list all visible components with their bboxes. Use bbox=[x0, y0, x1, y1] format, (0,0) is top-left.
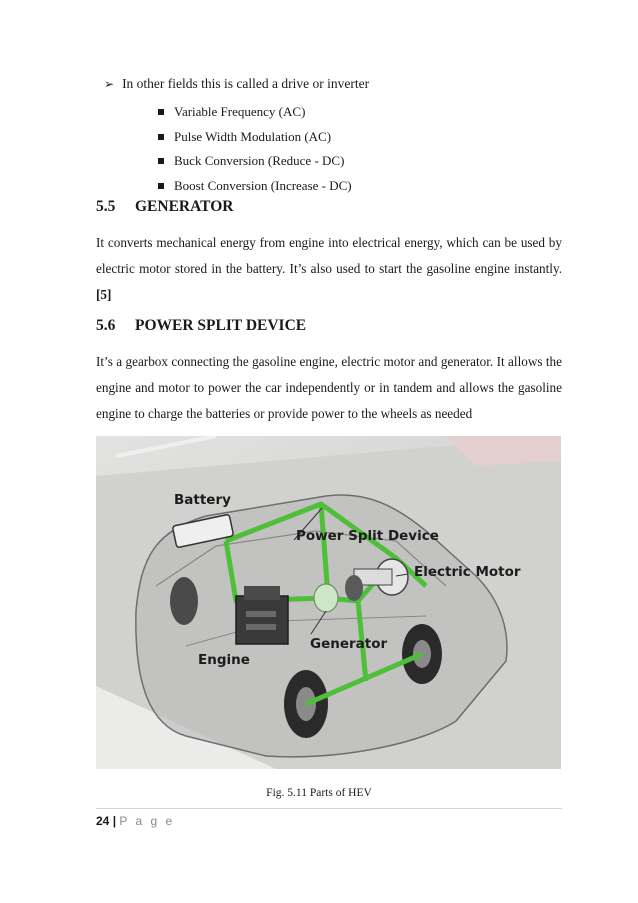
list-item: Buck Conversion (Reduce - DC) bbox=[158, 149, 352, 174]
list-item: Variable Frequency (AC) bbox=[158, 100, 352, 125]
page-footer bbox=[96, 814, 175, 828]
label-electric-motor: Electric Motor bbox=[414, 564, 521, 580]
square-bullet-icon bbox=[158, 134, 164, 140]
generator-component bbox=[314, 584, 338, 612]
section-heading-generator bbox=[96, 198, 233, 216]
section-number: 5.5 bbox=[96, 198, 116, 215]
page-word: P a g e bbox=[119, 814, 175, 828]
hev-diagram bbox=[96, 436, 561, 769]
rear-wheel bbox=[170, 577, 198, 625]
section-title: POWER SPLIT DEVICE bbox=[135, 317, 307, 334]
power-split-paragraph: It’s a gearbox connecting the gasoline engine, electric motor and generator. It allows the engine and motor to power the car independently or in tandem and allows the gasoline engine to charge the batteries or provide power to the wheels as needed bbox=[96, 354, 562, 421]
inverter-bullet-list bbox=[158, 100, 352, 198]
square-bullet-icon bbox=[158, 109, 164, 115]
label-engine: Engine bbox=[198, 652, 250, 668]
square-bullet-icon bbox=[158, 158, 164, 164]
label-generator: Generator bbox=[310, 636, 388, 652]
figure-caption: Fig. 5.11 Parts of HEV bbox=[266, 787, 372, 799]
intro-bullet-line bbox=[104, 76, 369, 92]
list-item: Boost Conversion (Increase - DC) bbox=[158, 174, 352, 199]
arrow-bullet-icon: ➢ bbox=[104, 77, 115, 91]
hev-parts-figure bbox=[96, 436, 561, 769]
list-item: Pulse Width Modulation (AC) bbox=[158, 125, 352, 150]
generator-paragraph: It converts mechanical energy from engine into electrical energy, which can be used by electric motor stored in the battery. It’s also used to start the gasoline engine instantly. [5] bbox=[96, 235, 562, 302]
page-number: 24 bbox=[96, 814, 110, 828]
section-number: 5.6 bbox=[96, 317, 116, 334]
section-title: GENERATOR bbox=[135, 198, 234, 215]
label-power-split-device: Power Split Device bbox=[296, 528, 439, 544]
footer-separator: | bbox=[112, 814, 117, 828]
section-heading-power-split bbox=[96, 317, 306, 335]
citation: [5] bbox=[96, 287, 112, 302]
intro-text: In other fields this is called a drive or inverter bbox=[122, 76, 370, 91]
square-bullet-icon bbox=[158, 183, 164, 189]
footer-divider bbox=[96, 808, 562, 809]
label-battery: Battery bbox=[174, 492, 231, 508]
